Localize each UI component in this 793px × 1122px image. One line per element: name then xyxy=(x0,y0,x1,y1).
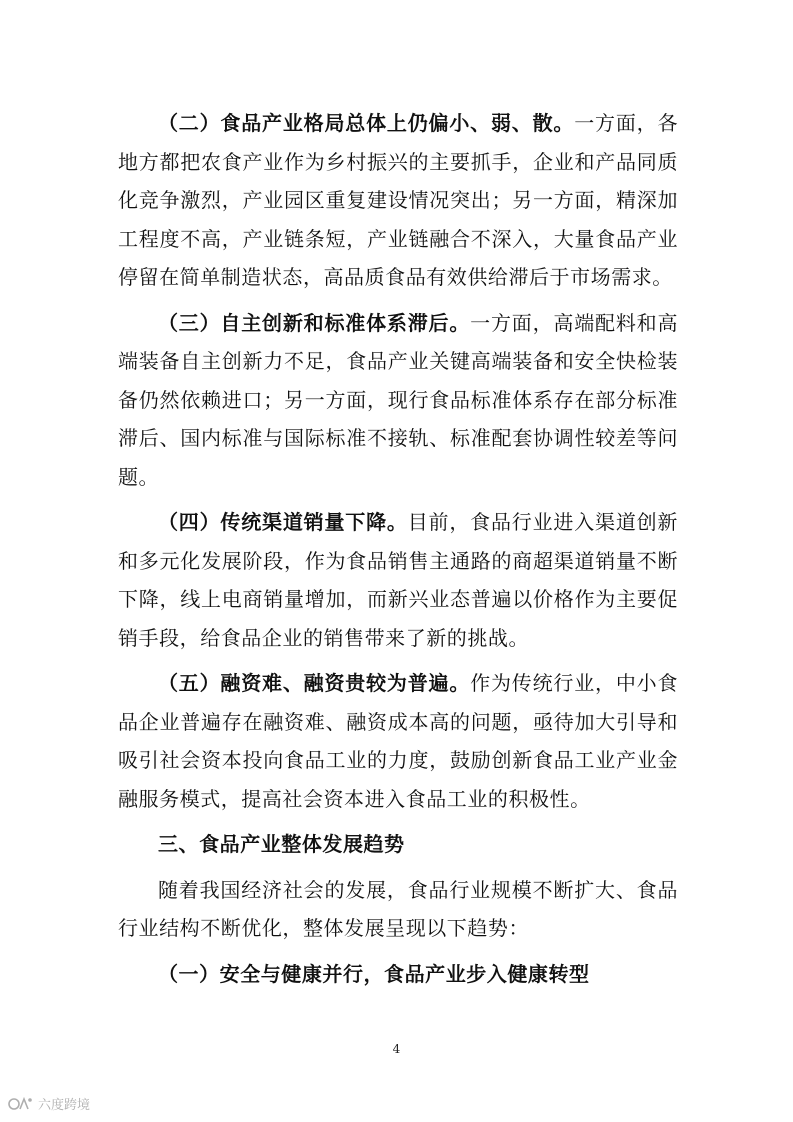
paragraph-4-lead: （四）传统渠道销量下降。 xyxy=(158,510,408,534)
paragraph-5-lead: （五）融资难、融资贵较为普遍。 xyxy=(158,671,471,695)
paragraph-5-body: 作为传统行业，中小食品企业普遍存在融资难、融资成本高的问题，亟待加大引导和吸引社会资本投向食品工业的力度，鼓励创新食品工业产业金融服务模式，提高社会资本进入食品工业的积极性。 xyxy=(118,671,678,811)
paragraph-4-body: 目前，食品行业进入渠道创新和多元化发展阶段，作为食品销售主通路的商超渠道销量不断下降，线上电商销量增加，而新兴业态普遍以价格作为主要促销手段，给食品企业的销售带来了新的挑战。 xyxy=(118,510,678,650)
paragraph-3-body: 一方面，高端配料和高端装备自主创新力不足，食品产业关键高端装备和安全快检装备仍然依赖进口；另一方面，现行食品标准体系存在部分标准滞后、国内标准与国际标准不接轨、标准配套协调性较差等问题。 xyxy=(118,310,678,489)
paragraph-3 xyxy=(118,304,678,497)
paragraph-5 xyxy=(118,664,678,818)
paragraph-3-lead: （三）自主创新和标准体系滞后。 xyxy=(158,310,471,335)
paragraph-2-lead: （二）食品产业格局总体上仍偏小、弱、散。 xyxy=(158,111,575,135)
body-text xyxy=(118,104,678,1000)
subheading-text: （一）安全与健康并行，食品产业步入健康转型 xyxy=(158,961,590,986)
subheading xyxy=(118,955,678,994)
paragraph-2 xyxy=(118,104,678,297)
watermark-text: 六度跨境 xyxy=(38,1098,91,1113)
watermark-logo-icon xyxy=(8,1095,34,1113)
paragraph-2-body: 一方面，各地方都把农食产业作为乡村振兴的主要抓手，企业和产品同质化竞争激烈，产业园区重复建设情况突出；另一方面，精深加工程度不高，产业链条短，产业链融合不深入，大量食品产业停留在简单制造状态，高品质食品有效供给滞后于市场需求。 xyxy=(118,111,679,289)
paragraph-4 xyxy=(118,503,678,657)
intro-paragraph: 随着我国经济社会的发展，食品行业规模不断扩大、食品行业结构不断优化，整体发展呈现以下趋势： xyxy=(118,877,678,940)
section-heading: 三、食品产业整体发展趋势 xyxy=(158,832,405,856)
watermark xyxy=(8,1094,90,1113)
page-number: 4 xyxy=(392,1042,401,1056)
